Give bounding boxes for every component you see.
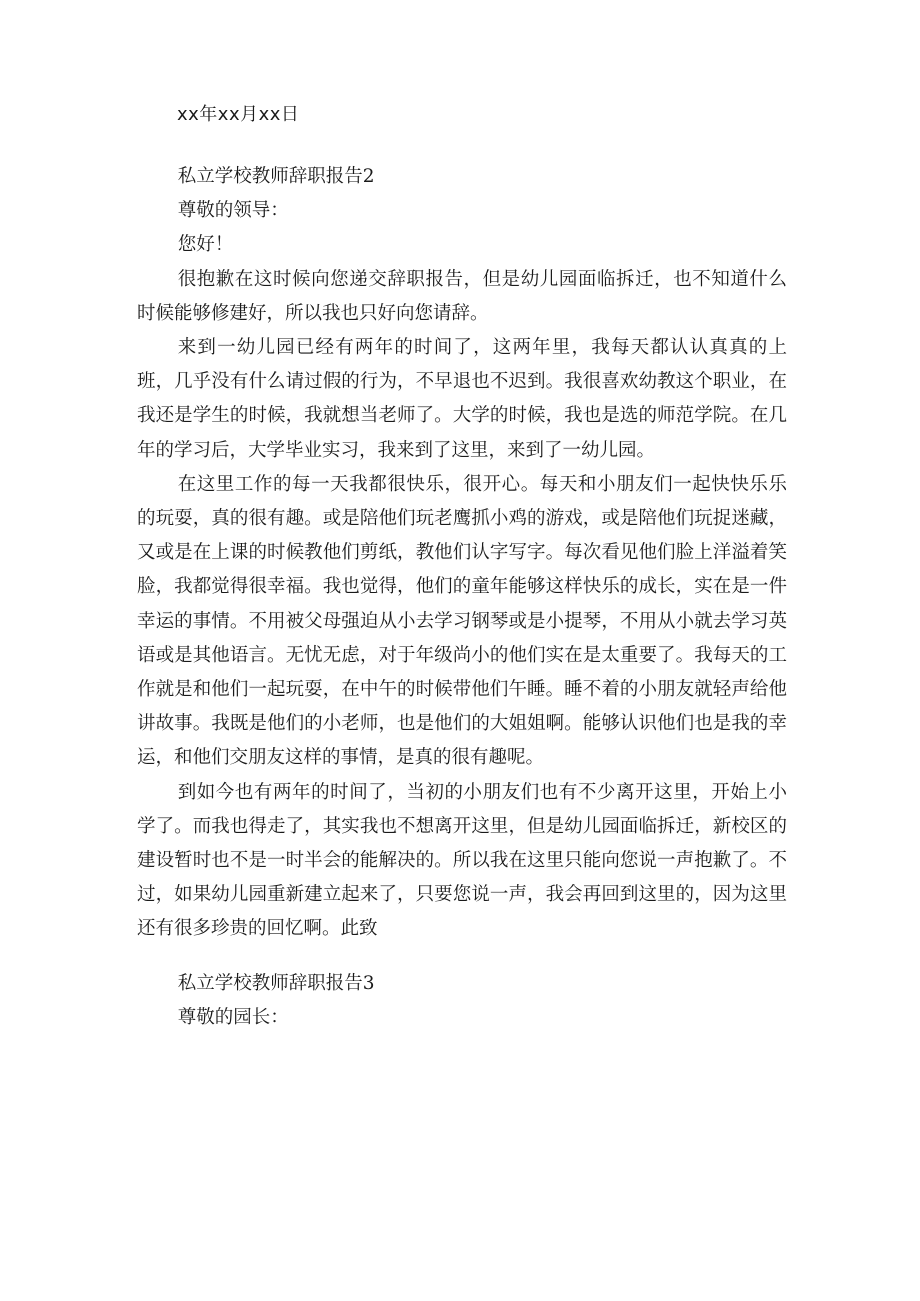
date-line: xx年xx月xx日 <box>177 104 300 125</box>
section-2-salutation: 尊敬的领导： <box>177 200 289 222</box>
section-2-title: 私立学校教师辞职报告2 <box>177 166 375 187</box>
section-3-title: 私立学校教师辞职报告3 <box>177 972 375 994</box>
body-paragraph: 来到一幼儿园已经有两年的时间了，这两年里，我每天都认认真真的上班，几乎没有什么请过假的行为，不早退也不迟到。我很喜欢幼教这个职业，在我还是学生的时候，我就想当老师了。大学的时候，我也是选的师范学院。在几年的学习后，大学毕业实习，我来到了这里，来到了一幼儿园。 <box>137 337 787 461</box>
section-2-greeting: 您好！ <box>177 234 234 256</box>
document-body <box>137 160 787 1035</box>
body-paragraph: 在这里工作的每一天我都很快乐，很开心。每天和小朋友们一起快快乐乐的玩耍，真的很有趣。或是陪他们玩老鹰抓小鸡的游戏，或是陪他们玩捉迷藏，又或是在上课的时候教他们剪纸，教他们认字写字。每次看见他们脸上洋溢着笑脸，我都觉得很幸福。我也觉得，他们的童年能够这样快乐的成长，实在是一件幸运的事情。不用被父母强迫从小去学习钢琴或是小提琴，不用从小就去学习英语或是其他语言。无忧无虑，对于年级尚小的他们实在是太重要了。我每天的工作就是和他们一起玩耍，在中午的时候带他们午睡。睡不着的小朋友就轻声给他讲故事。我既是他们的小老师，也是他们的大姐姐啊。能够认识他们也是我的幸运，和他们交朋友这样的事情，是真的很有趣呢。 <box>137 473 787 769</box>
section-3-salutation: 尊敬的园长： <box>177 1006 289 1028</box>
section-gap <box>137 947 787 967</box>
body-paragraph: 到如今也有两年的时间了，当初的小朋友们也有不少离开这里，开始上小学了。而我也得走了，其实我也不想离开这里，但是幼儿园面临拆迁，新校区的建设暂时也不是一时半会的能解决的。所以我在这里只能向您说一声抱歉了。不过，如果幼儿园重新建立起来了，只要您说一声，我会再回到这里的，因为这里还有很多珍贵的回忆啊。此致 <box>137 781 787 940</box>
body-paragraph: 很抱歉在这时候向您递交辞职报告，但是幼儿园面临拆迁，也不知道什么时候能够修建好，所以我也只好向您请辞。 <box>137 268 787 324</box>
